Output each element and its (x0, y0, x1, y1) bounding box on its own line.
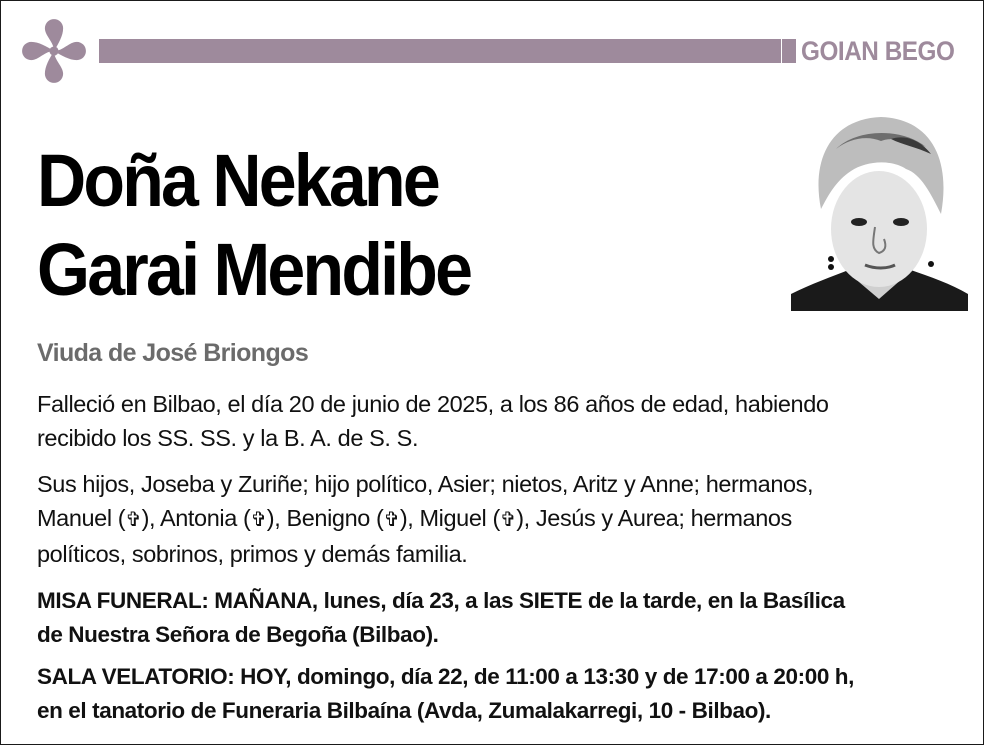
wake-room-paragraph (37, 660, 967, 728)
funeral-mass-line-1: MISA FUNERAL: MAÑANA, lunes, día 23, a las SIETE de la tarde, en la Basílica (37, 588, 845, 613)
wake-room-line-1: SALA VELATORIO: HOY, domingo, día 22, de 11:00 a 13:30 y de 17:00 a 20:00 h, (37, 664, 854, 689)
lauburu-icon (15, 13, 93, 89)
wake-room-line-2: en el tanatorio de Funeraria Bilbaína (Avda, Zumalakarregi, 10 - Bilbao). (37, 698, 771, 723)
brand-title: GOIAN BEGO (801, 35, 955, 66)
death-notice-line-2: recibido los SS. SS. y la B. A. de S. S. (37, 425, 419, 451)
funeral-mass-paragraph (37, 584, 967, 652)
portrait-photo (791, 99, 968, 311)
family-paragraph (37, 467, 967, 571)
header-bar (99, 39, 781, 63)
brand (782, 31, 972, 71)
name-line-2: Garai Mendibe (37, 228, 471, 311)
deceased-name (37, 136, 470, 314)
death-notice-paragraph (37, 387, 967, 455)
text: ), Benigno ( (266, 505, 384, 531)
family-line-1: Sus hijos, Joseba y Zuriñe; hijo político, Asier; nietos, Aritz y Anne; hermanos, (37, 471, 814, 497)
text: ), Antonia ( (141, 505, 251, 531)
funeral-mass-line-2: de Nuestra Señora de Begoña (Bilbao). (37, 622, 439, 647)
family-line-2 (37, 501, 967, 537)
text: ), Jesús y Aurea; hermanos (516, 505, 792, 531)
family-line-3: políticos, sobrinos, primos y demás familia. (37, 541, 468, 567)
text: ), Miguel ( (399, 505, 500, 531)
name-line-1: Doña Nekane (37, 139, 438, 222)
cross-icon: ✞ (499, 509, 517, 531)
cross-icon: ✞ (250, 509, 267, 531)
text: Manuel ( (37, 505, 126, 531)
widow-of: Viuda de José Briongos (37, 339, 309, 367)
cross-icon: ✞ (383, 509, 400, 531)
portrait-image (791, 99, 968, 311)
brand-square (782, 39, 796, 63)
death-notice-line-1: Falleció en Bilbao, el día 20 de junio de 2025, a los 86 años de edad, habiendo (37, 391, 829, 417)
cross-icon: ✞ (125, 509, 142, 531)
